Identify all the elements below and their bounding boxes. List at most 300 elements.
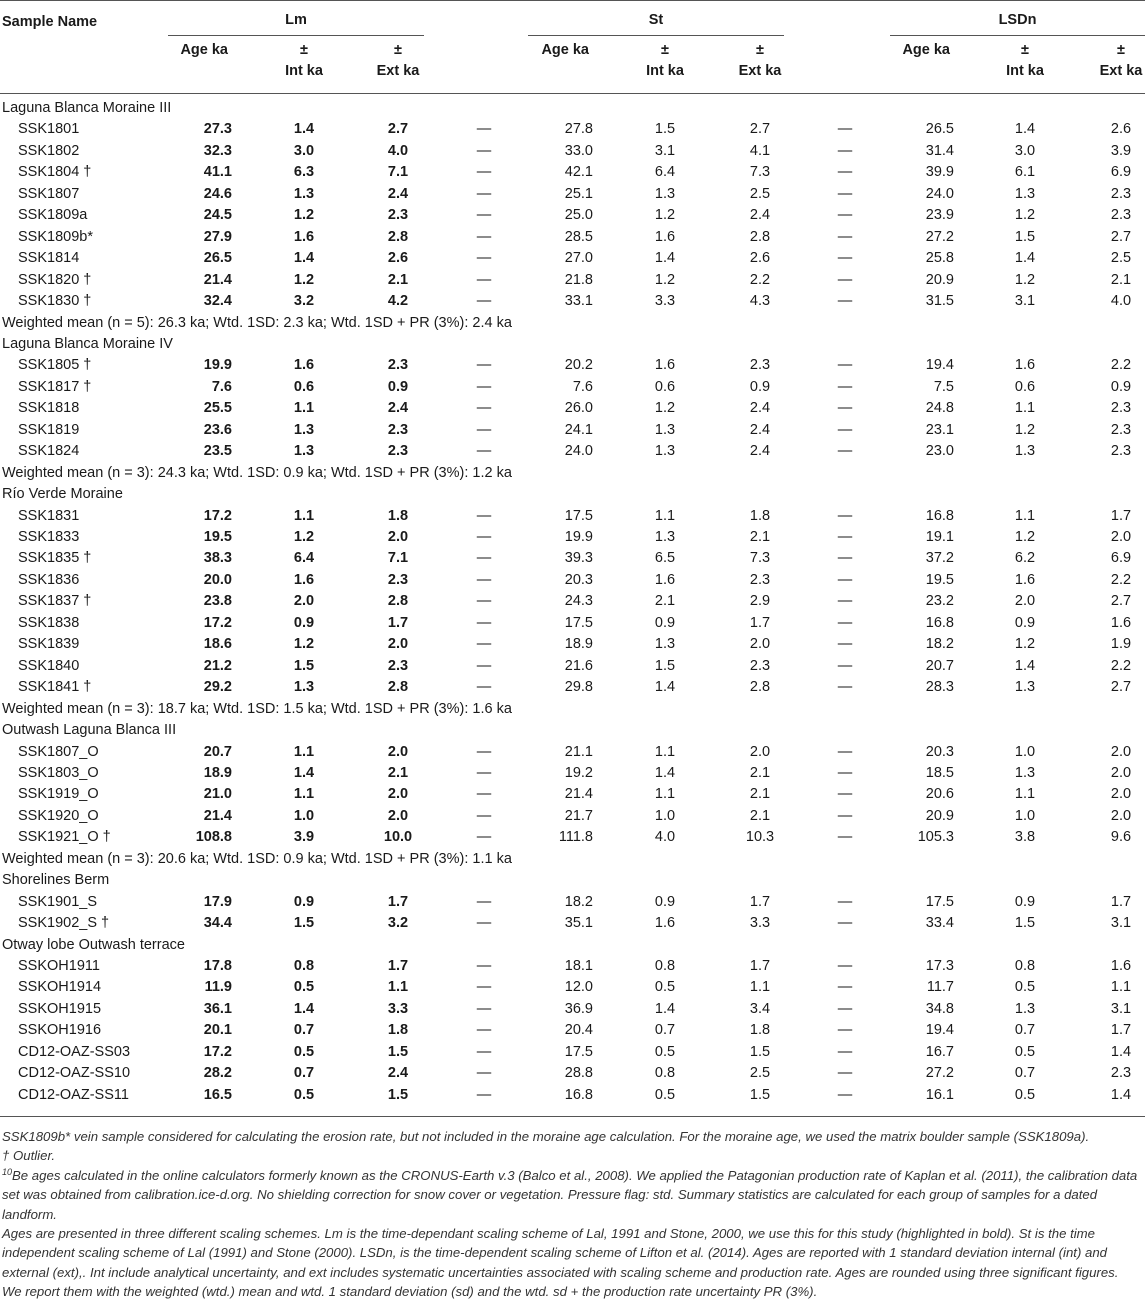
lsd-ext-cell: 2.3 xyxy=(1110,400,1132,417)
sample-name: SSKOH1915 xyxy=(18,1000,102,1017)
lsd-ext-cell: 1.1 xyxy=(1110,979,1132,996)
lm-int-cell: 1.3 xyxy=(293,185,315,202)
lm-age-cell: 17.2 xyxy=(203,1043,232,1060)
table-row xyxy=(0,915,1145,936)
weighted-mean: Weighted mean (n = 5): 26.3 ka; Wtd. 1SD: 2.3 ka; Wtd. 1SD + PR (3%): 2.4 ka xyxy=(2,314,512,331)
lm-age-cell: 20.7 xyxy=(203,743,232,760)
lm-ext-cell: 1.8 xyxy=(387,1022,409,1039)
separator-dash: — xyxy=(476,979,492,996)
st-ext-cell: 2.5 xyxy=(749,1065,771,1082)
st-age-cell: 24.3 xyxy=(564,593,593,610)
st-int-cell: 0.9 xyxy=(654,614,676,631)
lm-int-cell: 3.9 xyxy=(293,829,315,846)
lsd-int-cell: 3.1 xyxy=(1014,293,1036,310)
lsd-int-cell: 1.3 xyxy=(1014,764,1036,781)
footnote-scaling-schemes: Ages are presented in three different scaling schemes. Lm is the time-dependant scaling scheme of Lal, 1991 and Stone, 2000, we use this for this study (highlighted in bold). St is the time independent scaling scheme of Lal (1991) and Stone (2000). LSDn, is the time-dependent scaling scheme of Lifton et al. (2014). Ages are reported with 1 standard deviation internal (int) and external (ext),. Int include analytical uncertainty, and ext includes systematic uncertainties associated with scaling scheme and production rate. Ages are rounded using three significant figures. We report them with the weighted (wtd.) mean and wtd. 1 standard deviation (sd) and the wtd. sd + the production rate uncertainty PR (3%). xyxy=(2,1226,1119,1300)
separator-dash: — xyxy=(476,529,492,545)
lm-ext-cell: 1.5 xyxy=(387,1043,409,1060)
lsd-ext-cell: 2.7 xyxy=(1110,228,1132,245)
lm-ext-cell: 2.3 xyxy=(387,657,409,674)
st-ext-cell: 2.3 xyxy=(749,657,771,674)
lm-age-cell: 18.9 xyxy=(203,764,232,781)
separator-dash: — xyxy=(476,357,492,374)
lm-ext-cell: 2.3 xyxy=(387,357,409,374)
lm-age-cell: 18.6 xyxy=(203,636,232,653)
header-pm-ext-lm: ± xyxy=(394,42,402,58)
lm-ext-cell: 4.0 xyxy=(387,142,409,159)
st-age-cell: 33.0 xyxy=(564,142,593,159)
lm-age-cell: 34.4 xyxy=(203,915,232,932)
lsd-age-cell: 37.2 xyxy=(925,550,954,567)
st-int-cell: 1.3 xyxy=(654,636,676,653)
st-ext-cell: 2.4 xyxy=(749,421,771,438)
lsd-int-cell: 1.3 xyxy=(1014,1000,1036,1017)
st-int-cell: 1.5 xyxy=(654,657,676,674)
separator-dash: — xyxy=(476,207,492,224)
separator-dash: — xyxy=(837,142,853,159)
separator-dash: — xyxy=(837,958,853,974)
lm-ext-cell: 2.8 xyxy=(387,228,409,245)
table-row xyxy=(0,979,1145,1000)
lsd-int-cell: 1.2 xyxy=(1014,421,1036,438)
lm-ext-cell: 2.1 xyxy=(387,764,409,781)
separator-dash: — xyxy=(476,121,492,138)
st-ext-cell: 3.4 xyxy=(749,1000,771,1017)
sample-name: CD12-OAZ-SS11 xyxy=(18,1086,129,1103)
st-ext-cell: 1.8 xyxy=(749,507,771,524)
lsd-int-cell: 0.5 xyxy=(1014,1086,1036,1103)
sample-name: SSK1820 † xyxy=(18,271,92,288)
st-int-cell: 1.2 xyxy=(654,400,676,417)
sample-name: SSK1919_O xyxy=(18,786,99,803)
lsd-int-cell: 2.0 xyxy=(1014,593,1036,610)
st-int-cell: 1.1 xyxy=(654,743,676,760)
lm-age-cell: 7.6 xyxy=(211,378,232,395)
lsd-ext-cell: 2.5 xyxy=(1110,250,1132,267)
separator-dash: — xyxy=(837,764,853,781)
lm-int-cell: 1.1 xyxy=(293,743,315,760)
sample-name: SSKOH1914 xyxy=(18,979,102,996)
separator-dash: — xyxy=(837,207,853,224)
lm-int-cell: 1.1 xyxy=(293,400,315,417)
separator-dash: — xyxy=(837,657,853,674)
separator-dash: — xyxy=(837,1000,853,1017)
st-ext-cell: 1.7 xyxy=(749,958,771,974)
separator-dash: — xyxy=(476,829,492,846)
st-age-cell: 17.5 xyxy=(564,614,593,631)
table-row xyxy=(0,143,1145,164)
table-row xyxy=(0,272,1145,293)
st-ext-cell: 3.3 xyxy=(749,915,771,932)
lsd-ext-cell: 2.2 xyxy=(1110,571,1132,588)
table-row xyxy=(0,615,1145,636)
st-age-cell: 17.5 xyxy=(564,507,593,524)
st-ext-cell: 2.9 xyxy=(749,593,771,610)
separator-dash: — xyxy=(476,443,492,460)
table-row xyxy=(0,765,1145,786)
sample-name: CD12-OAZ-SS03 xyxy=(18,1043,131,1060)
lm-age-cell: 32.4 xyxy=(203,293,232,310)
group-underline-lsdn xyxy=(890,35,1145,36)
table-row xyxy=(0,1001,1145,1022)
lm-ext-cell: 2.0 xyxy=(387,743,409,760)
lsd-ext-cell: 1.7 xyxy=(1110,507,1132,524)
separator-dash: — xyxy=(476,593,492,610)
lm-age-cell: 32.3 xyxy=(203,142,232,159)
separator-dash: — xyxy=(837,250,853,267)
st-age-cell: 26.0 xyxy=(564,400,593,417)
lsd-ext-cell: 2.7 xyxy=(1110,679,1132,696)
lsd-int-cell: 0.7 xyxy=(1014,1065,1036,1082)
separator-dash: — xyxy=(476,550,492,567)
separator-dash: — xyxy=(476,893,492,910)
lsd-age-cell: 16.8 xyxy=(925,614,954,631)
lsd-int-cell: 1.2 xyxy=(1014,207,1036,224)
header-int-lm: Int ka xyxy=(285,63,323,79)
st-age-cell: 19.9 xyxy=(564,529,593,545)
lm-int-cell: 2.0 xyxy=(293,593,315,610)
st-int-cell: 1.1 xyxy=(654,507,676,524)
lsd-ext-cell: 2.2 xyxy=(1110,357,1132,374)
sample-name: SSK1817 † xyxy=(18,378,92,395)
header-age-lm: Age ka xyxy=(180,42,228,58)
separator-dash: — xyxy=(476,1000,492,1017)
lm-ext-cell: 3.3 xyxy=(387,1000,409,1017)
lm-int-cell: 1.5 xyxy=(293,915,315,932)
table-row xyxy=(0,958,1145,979)
lm-int-cell: 1.6 xyxy=(293,571,315,588)
lm-age-cell: 17.8 xyxy=(203,958,232,974)
lm-int-cell: 0.9 xyxy=(293,614,315,631)
lsd-age-cell: 28.3 xyxy=(925,679,954,696)
lsd-ext-cell: 1.9 xyxy=(1110,636,1132,653)
lm-ext-cell: 2.4 xyxy=(387,400,409,417)
lsd-ext-cell: 3.9 xyxy=(1110,142,1132,159)
lsd-int-cell: 6.2 xyxy=(1014,550,1036,567)
lm-age-cell: 23.5 xyxy=(203,443,232,460)
separator-dash: — xyxy=(837,357,853,374)
lm-int-cell: 1.3 xyxy=(293,443,315,460)
footnote-vein-sample: SSK1809b* vein sample considered for calculating the erosion rate, but not included in the moraine age calculation. For the moraine age, we used the matrix boulder sample (SSK1809a). xyxy=(2,1129,1090,1144)
table-row xyxy=(0,593,1145,614)
lsd-ext-cell: 2.0 xyxy=(1110,807,1132,824)
lm-age-cell: 36.1 xyxy=(203,1000,232,1017)
lsd-int-cell: 1.6 xyxy=(1014,357,1036,374)
lm-int-cell: 0.5 xyxy=(293,1086,315,1103)
lsd-ext-cell: 1.6 xyxy=(1110,614,1132,631)
st-ext-cell: 7.3 xyxy=(749,164,771,181)
sample-name: SSK1807 xyxy=(18,185,80,202)
lm-int-cell: 0.6 xyxy=(293,378,315,395)
lsd-int-cell: 0.5 xyxy=(1014,979,1036,996)
lm-ext-cell: 2.0 xyxy=(387,786,409,803)
lsd-age-cell: 33.4 xyxy=(925,915,954,932)
st-int-cell: 1.3 xyxy=(654,185,676,202)
separator-dash: — xyxy=(837,443,853,460)
st-age-cell: 35.1 xyxy=(564,915,593,932)
st-age-cell: 18.2 xyxy=(564,893,593,910)
section-title: Río Verde Moraine xyxy=(2,486,123,503)
section-title: Outwash Laguna Blanca III xyxy=(2,722,177,739)
section-title: Shorelines Berm xyxy=(2,872,110,889)
lm-ext-cell: 2.0 xyxy=(387,636,409,653)
table-row xyxy=(0,1065,1145,1086)
lm-ext-cell: 1.7 xyxy=(387,614,409,631)
lsd-ext-cell: 2.7 xyxy=(1110,593,1132,610)
sample-name: SSK1809a xyxy=(18,207,88,224)
st-age-cell: 36.9 xyxy=(564,1000,593,1017)
lsd-ext-cell: 1.7 xyxy=(1110,1022,1132,1039)
lsd-int-cell: 0.8 xyxy=(1014,958,1036,974)
separator-dash: — xyxy=(837,228,853,245)
separator-dash: — xyxy=(837,378,853,395)
footnote-superscript: 10 xyxy=(2,1166,13,1177)
lm-age-cell: 24.6 xyxy=(203,185,232,202)
lm-int-cell: 1.6 xyxy=(293,357,315,374)
lsd-age-cell: 19.5 xyxy=(925,571,954,588)
lm-int-cell: 1.0 xyxy=(293,807,315,824)
lsd-int-cell: 1.3 xyxy=(1014,443,1036,460)
separator-dash: — xyxy=(476,1043,492,1060)
lsd-int-cell: 1.6 xyxy=(1014,571,1036,588)
lm-ext-cell: 2.7 xyxy=(387,121,409,138)
lsd-ext-cell: 6.9 xyxy=(1110,550,1132,567)
lsd-int-cell: 1.4 xyxy=(1014,121,1036,138)
separator-dash: — xyxy=(837,529,853,545)
st-age-cell: 42.1 xyxy=(564,164,593,181)
lsd-age-cell: 20.7 xyxy=(925,657,954,674)
lm-int-cell: 1.4 xyxy=(293,1000,315,1017)
separator-dash: — xyxy=(476,807,492,824)
st-age-cell: 17.5 xyxy=(564,1043,593,1060)
lsd-age-cell: 16.8 xyxy=(925,507,954,524)
lm-int-cell: 1.2 xyxy=(293,271,315,288)
lsd-ext-cell: 2.6 xyxy=(1110,121,1132,138)
lsd-age-cell: 20.6 xyxy=(925,786,954,803)
section-title: Laguna Blanca Moraine IV xyxy=(2,335,173,352)
lm-age-cell: 108.8 xyxy=(195,829,232,846)
sample-name: SSK1802 xyxy=(18,142,80,159)
lm-int-cell: 1.4 xyxy=(293,250,315,267)
lm-age-cell: 17.2 xyxy=(203,614,232,631)
lm-age-cell: 27.9 xyxy=(203,228,232,245)
st-int-cell: 1.5 xyxy=(654,121,676,138)
st-int-cell: 1.6 xyxy=(654,228,676,245)
table-row xyxy=(0,636,1145,657)
header-pm-int-st: ± xyxy=(661,42,669,58)
st-int-cell: 1.6 xyxy=(654,571,676,588)
lm-age-cell: 23.6 xyxy=(203,421,232,438)
lsd-age-cell: 27.2 xyxy=(925,228,954,245)
separator-dash: — xyxy=(476,400,492,417)
lsd-int-cell: 3.0 xyxy=(1014,142,1036,159)
lsd-ext-cell: 2.0 xyxy=(1110,786,1132,803)
lsd-ext-cell: 1.4 xyxy=(1110,1043,1132,1060)
lsd-age-cell: 34.8 xyxy=(925,1000,954,1017)
lm-int-cell: 1.2 xyxy=(293,207,315,224)
lm-ext-cell: 2.8 xyxy=(387,593,409,610)
st-int-cell: 3.1 xyxy=(654,142,676,159)
sample-name: SSK1837 † xyxy=(18,593,92,610)
lm-ext-cell: 1.1 xyxy=(387,979,409,996)
lm-age-cell: 20.1 xyxy=(203,1022,232,1039)
lsd-ext-cell: 1.4 xyxy=(1110,1086,1132,1103)
lm-ext-cell: 7.1 xyxy=(387,164,409,181)
lm-age-cell: 41.1 xyxy=(203,164,232,181)
table-row xyxy=(0,422,1145,443)
lsd-int-cell: 1.1 xyxy=(1014,400,1036,417)
separator-dash: — xyxy=(476,764,492,781)
st-ext-cell: 4.3 xyxy=(749,293,771,310)
sample-name: SSK1839 xyxy=(18,636,80,653)
header-pm-ext-lsd: ± xyxy=(1117,42,1125,58)
separator-dash: — xyxy=(476,958,492,974)
header-sample-name: Sample Name xyxy=(2,14,98,30)
table-row xyxy=(0,829,1145,850)
lsd-ext-cell: 3.1 xyxy=(1110,915,1132,932)
st-age-cell: 39.3 xyxy=(564,550,593,567)
st-ext-cell: 2.8 xyxy=(749,228,771,245)
lsd-int-cell: 1.5 xyxy=(1014,915,1036,932)
lm-ext-cell: 2.8 xyxy=(387,679,409,696)
table-row xyxy=(0,164,1145,185)
weighted-mean: Weighted mean (n = 3): 20.6 ka; Wtd. 1SD: 0.9 ka; Wtd. 1SD + PR (3%): 1.1 ka xyxy=(2,850,512,867)
lsd-age-cell: 31.5 xyxy=(925,293,954,310)
lsd-age-cell: 26.5 xyxy=(925,121,954,138)
lsd-ext-cell: 2.0 xyxy=(1110,764,1132,781)
lm-int-cell: 6.4 xyxy=(293,550,315,567)
st-int-cell: 1.0 xyxy=(654,807,676,824)
lm-age-cell: 19.5 xyxy=(203,529,232,545)
separator-dash: — xyxy=(837,979,853,996)
st-int-cell: 1.4 xyxy=(654,250,676,267)
lsd-age-cell: 19.1 xyxy=(925,529,954,545)
header-ext-lsd: Ext ka xyxy=(1099,63,1143,79)
separator-dash: — xyxy=(837,614,853,631)
lsd-ext-cell: 2.0 xyxy=(1110,529,1132,545)
st-int-cell: 0.7 xyxy=(654,1022,676,1039)
table-row xyxy=(0,1044,1145,1065)
sample-name: SSKOH1916 xyxy=(18,1022,102,1039)
group-underline-lm xyxy=(168,35,424,36)
lm-int-cell: 1.4 xyxy=(293,764,315,781)
lsd-age-cell: 18.5 xyxy=(925,764,954,781)
st-int-cell: 4.0 xyxy=(654,829,676,846)
table-row xyxy=(0,808,1145,829)
st-age-cell: 21.8 xyxy=(564,271,593,288)
lsd-age-cell: 24.8 xyxy=(925,400,954,417)
separator-dash: — xyxy=(476,271,492,288)
table-row xyxy=(0,508,1145,529)
st-age-cell: 27.8 xyxy=(564,121,593,138)
separator-dash: — xyxy=(837,1065,853,1082)
lm-ext-cell: 2.1 xyxy=(387,271,409,288)
lsd-ext-cell: 2.3 xyxy=(1110,421,1132,438)
lsd-int-cell: 0.9 xyxy=(1014,893,1036,910)
separator-dash: — xyxy=(837,915,853,932)
lm-age-cell: 21.0 xyxy=(203,786,232,803)
table-row xyxy=(0,293,1145,314)
separator-dash: — xyxy=(476,743,492,760)
separator-dash: — xyxy=(476,915,492,932)
st-int-cell: 1.6 xyxy=(654,357,676,374)
sample-name: SSK1902_S † xyxy=(18,915,110,932)
st-age-cell: 21.4 xyxy=(564,786,593,803)
st-age-cell: 20.3 xyxy=(564,571,593,588)
lsd-ext-cell: 2.3 xyxy=(1110,185,1132,202)
section-title: Otway lobe Outwash terrace xyxy=(2,936,185,953)
lm-age-cell: 17.2 xyxy=(203,507,232,524)
lm-int-cell: 0.5 xyxy=(293,1043,315,1060)
st-ext-cell: 2.5 xyxy=(749,185,771,202)
table-row xyxy=(0,744,1145,765)
lm-ext-cell: 2.0 xyxy=(387,807,409,824)
st-ext-cell: 1.7 xyxy=(749,614,771,631)
lm-int-cell: 1.5 xyxy=(293,657,315,674)
st-ext-cell: 2.0 xyxy=(749,636,771,653)
lsd-int-cell: 1.3 xyxy=(1014,679,1036,696)
st-age-cell: 111.8 xyxy=(558,829,593,846)
lsd-age-cell: 105.3 xyxy=(917,829,954,846)
st-ext-cell: 1.5 xyxy=(749,1043,771,1060)
lsd-age-cell: 20.9 xyxy=(925,807,954,824)
st-age-cell: 27.0 xyxy=(564,250,593,267)
lm-age-cell: 23.8 xyxy=(203,593,232,610)
lsd-int-cell: 1.2 xyxy=(1014,636,1036,653)
lm-int-cell: 6.3 xyxy=(293,164,315,181)
st-int-cell: 1.3 xyxy=(654,421,676,438)
separator-dash: — xyxy=(837,829,853,846)
separator-dash: — xyxy=(476,378,492,395)
separator-dash: — xyxy=(476,636,492,653)
lsd-ext-cell: 1.6 xyxy=(1110,958,1132,974)
st-age-cell: 18.1 xyxy=(564,958,593,974)
lm-int-cell: 1.1 xyxy=(293,786,315,803)
st-ext-cell: 1.7 xyxy=(749,893,771,910)
header-ext-st: Ext ka xyxy=(738,63,782,79)
sample-name: SSK1809b* xyxy=(18,228,93,245)
weighted-mean: Weighted mean (n = 3): 24.3 ka; Wtd. 1SD: 0.9 ka; Wtd. 1SD + PR (3%): 1.2 ka xyxy=(2,464,512,481)
lm-int-cell: 1.4 xyxy=(293,121,315,138)
st-ext-cell: 2.6 xyxy=(749,250,771,267)
lsd-int-cell: 1.2 xyxy=(1014,271,1036,288)
lm-int-cell: 1.3 xyxy=(293,679,315,696)
section-title: Laguna Blanca Moraine III xyxy=(2,100,172,116)
separator-dash: — xyxy=(476,679,492,696)
separator-dash: — xyxy=(476,1022,492,1039)
separator-dash: — xyxy=(476,1086,492,1103)
header-group-lm: Lm xyxy=(285,12,307,28)
lsd-ext-cell: 2.1 xyxy=(1110,271,1132,288)
lsd-int-cell: 1.2 xyxy=(1014,529,1036,545)
st-age-cell: 29.8 xyxy=(564,679,593,696)
lm-age-cell: 21.4 xyxy=(203,807,232,824)
sample-name: SSK1830 † xyxy=(18,293,92,310)
lm-int-cell: 1.1 xyxy=(293,507,315,524)
st-age-cell: 25.1 xyxy=(564,185,593,202)
st-age-cell: 21.7 xyxy=(564,807,593,824)
st-ext-cell: 2.1 xyxy=(749,807,771,824)
lsd-ext-cell: 2.3 xyxy=(1110,207,1132,224)
lm-age-cell: 38.3 xyxy=(203,550,232,567)
footnote-calculator xyxy=(2,1166,1140,1224)
st-ext-cell: 1.5 xyxy=(749,1086,771,1103)
lsd-age-cell: 24.0 xyxy=(925,185,954,202)
lm-ext-cell: 2.4 xyxy=(387,1065,409,1082)
separator-dash: — xyxy=(837,185,853,202)
st-ext-cell: 2.3 xyxy=(749,571,771,588)
st-int-cell: 1.1 xyxy=(654,786,676,803)
